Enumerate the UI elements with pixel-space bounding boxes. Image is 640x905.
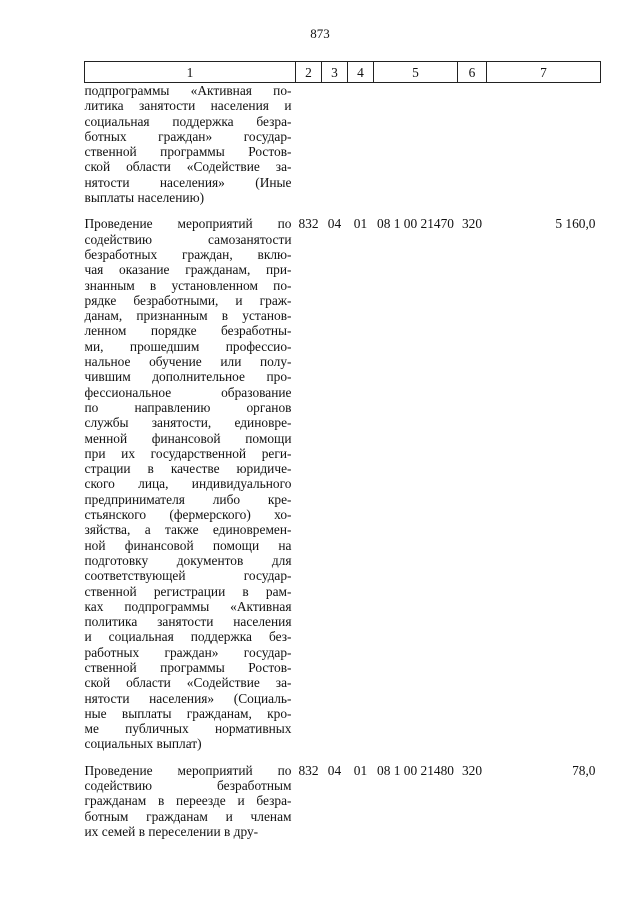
cell-amount: 5 160,0 <box>555 216 596 232</box>
column-header: 5 <box>374 62 458 83</box>
cell-grbs-code: 832 <box>298 762 319 778</box>
cell-target-article-code: 08 1 00 21470 <box>377 216 454 232</box>
description-line: ской области «Содействие за- <box>84 159 292 175</box>
column-header: 1 <box>85 62 296 83</box>
column-header: 6 <box>458 62 487 83</box>
table-row <box>85 216 601 751</box>
budget-table <box>84 61 601 839</box>
description-line: ленном порядке безработны- <box>84 323 292 339</box>
description-line: ского лица, индивидуального <box>84 476 292 492</box>
description-line: Проведение мероприятий по <box>84 762 292 778</box>
description-line: фессиональное образование <box>84 384 292 400</box>
column-header: 7 <box>487 62 601 83</box>
column-header: 3 <box>322 62 348 83</box>
cell-subsection-code: 01 <box>353 216 368 232</box>
cell-grbs-code: 832 <box>298 216 319 232</box>
description-line: ные выплаты гражданам, кро- <box>84 705 292 721</box>
cell-target-article-code: 08 1 00 21480 <box>377 762 454 778</box>
cell-amount <box>487 83 601 206</box>
table-body <box>85 83 601 840</box>
description-line: нятости населения» (Социаль- <box>84 690 292 706</box>
description-line: подпрограммы «Активная по- <box>84 83 292 98</box>
description-line: ботным гражданам и членам <box>84 808 292 824</box>
description-line: ской области «Содействие за- <box>84 675 292 691</box>
description-line: социальная поддержка безра- <box>84 113 292 129</box>
cell-section-code: 04 <box>327 762 342 778</box>
description-line: содействию самозанятости <box>84 231 292 247</box>
description-line: нальное обучение или полу- <box>84 354 292 370</box>
table-row <box>85 763 601 839</box>
cell-amount: 78,0 <box>572 762 596 778</box>
description-line: предпринимателя либо кре- <box>84 491 292 507</box>
description-line: ме публичных нормативных <box>84 721 292 737</box>
description-line: рядке безработными, и граж- <box>84 292 292 308</box>
description-line: службы занятости, единовре- <box>84 415 292 431</box>
cell-expense-type-code: 320 <box>461 762 483 778</box>
description-line: ми, прошедшим профессио- <box>84 338 292 354</box>
description-line: их семей в переселении в дру- <box>84 823 259 839</box>
description-line: политика занятости населения <box>84 614 292 630</box>
description-line: ной финансовой помощи на <box>84 537 292 553</box>
table-row <box>85 83 601 206</box>
column-header: 2 <box>296 62 322 83</box>
cell-grbs-code <box>296 83 322 206</box>
row-description <box>85 216 296 751</box>
description-line: данам, признанным в установ- <box>84 308 292 324</box>
column-number-header <box>85 62 601 83</box>
column-header: 4 <box>348 62 374 83</box>
description-line: стьянского (фермерского) хо- <box>84 507 292 523</box>
description-line: по направлению органов <box>84 399 292 415</box>
description-line: ках подпрограммы «Активная <box>84 598 292 614</box>
description-line: ственной программы Ростов- <box>84 144 292 160</box>
description-line: социальных выплат) <box>84 736 202 752</box>
cell-section-code: 04 <box>327 216 342 232</box>
row-description <box>85 83 296 206</box>
description-line: гражданам в переезде и безра- <box>84 793 292 809</box>
description-line: соответствующей государ- <box>84 568 292 584</box>
cell-expense-type-code <box>458 83 487 206</box>
description-line: нятости населения» (Иные <box>84 174 292 190</box>
description-line: менной финансовой помощи <box>84 430 292 446</box>
description-line: безработных граждан, вклю- <box>84 246 292 262</box>
cell-expense-type-code: 320 <box>461 216 483 232</box>
description-line: подготовку документов для <box>84 552 292 568</box>
description-line: ственной программы Ростов- <box>84 659 292 675</box>
description-line: литика занятости населения и <box>84 98 292 114</box>
description-line: чившим дополнительное про- <box>84 369 292 385</box>
description-line: Проведение мероприятий по <box>84 216 292 232</box>
description-line: содействию безработным <box>84 778 292 794</box>
row-description <box>85 763 296 839</box>
cell-target-article-code <box>374 83 458 206</box>
cell-section-code <box>322 83 348 206</box>
row-spacer <box>85 205 601 216</box>
description-line: чая оказание гражданам, при- <box>84 262 292 278</box>
cell-subsection-code <box>348 83 374 206</box>
description-line: ственной регистрации в рам- <box>84 583 292 599</box>
description-line: при их государственной реги- <box>84 445 292 461</box>
page-number: 873 <box>310 26 330 41</box>
description-line: и социальная поддержка без- <box>84 629 292 645</box>
description-line: ботных граждан» государ- <box>84 128 292 144</box>
cell-subsection-code: 01 <box>353 762 368 778</box>
row-spacer <box>85 752 601 763</box>
description-line: работных граждан» государ- <box>84 644 292 660</box>
description-line: страции в качестве юридиче- <box>84 461 292 477</box>
description-line: знанным в установленном по- <box>84 277 292 293</box>
description-line: зяйства, а также единовремен- <box>84 522 292 538</box>
description-line: выплаты населению) <box>84 190 205 206</box>
